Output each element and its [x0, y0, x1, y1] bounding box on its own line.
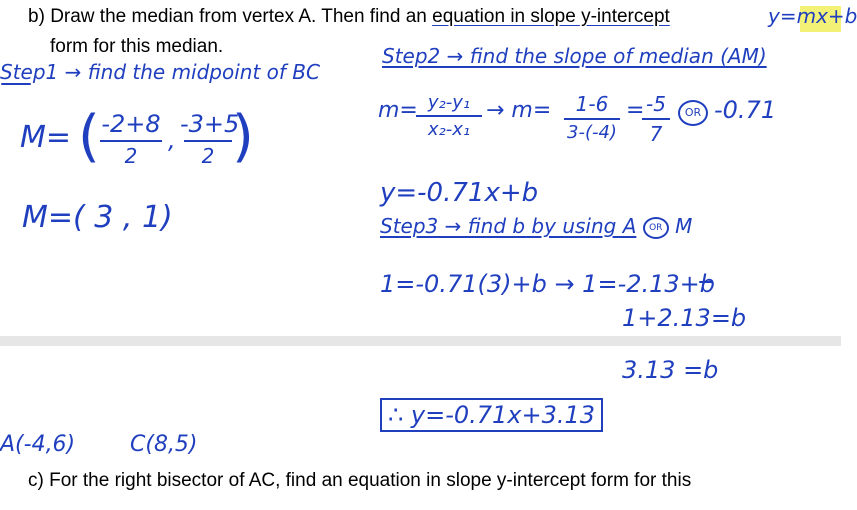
step2-slope-work: [378, 92, 798, 172]
slope-formula-den: x₂-x₁: [427, 119, 471, 140]
slope-formula-fraction: [414, 92, 484, 140]
step2-heading: Step2 → find the slope of median (AM): [382, 44, 767, 68]
question-b-text: Draw the median from vertex A. Then find an: [50, 6, 433, 27]
x-fraction: [96, 110, 166, 168]
equation-template: y=-0.71x+b: [380, 178, 539, 208]
slope-simp-bar: [642, 118, 670, 120]
slope-prefix: m=: [378, 98, 418, 123]
open-paren: (: [78, 104, 100, 169]
close-paren: ): [232, 104, 254, 169]
slope-sub-fraction: [562, 92, 622, 143]
step1-result: M=( 3 , 1): [22, 200, 173, 235]
question-b-label: b): [28, 6, 45, 27]
slope-sub-den: 3-(-4): [567, 122, 617, 143]
step3-tail: M: [675, 214, 693, 238]
question-c-line: c) For the right bisector of AC, find an equation in slope y-intercept form for this: [28, 470, 692, 491]
point-a: A(-4,6): [0, 432, 76, 457]
slope-sub-bar: [564, 118, 620, 120]
step3-line2: 1+2.13=b: [622, 304, 747, 332]
point-c: C(8,5): [130, 432, 198, 457]
page-separator: [0, 336, 841, 346]
y-fraction-bar: [184, 140, 232, 142]
y-denominator: 2: [201, 144, 215, 168]
step1-heading: Step1 → find the midpoint of BC: [0, 60, 320, 84]
x-numerator: -2+8: [101, 110, 161, 138]
slope-arrow: → m=: [486, 98, 552, 123]
slope-sub-num: 1-6: [575, 92, 609, 116]
slope-or-circle: OR: [678, 100, 708, 126]
step3-or-circle: OR: [643, 217, 669, 239]
annotation-form: y=mx+b: [768, 4, 857, 28]
step1-midpoint-formula: [20, 104, 254, 188]
slope-formula-bar: [416, 115, 482, 117]
step3-line3: 3.13 =b: [622, 356, 719, 384]
comma: ,: [168, 126, 176, 154]
slope-equals: =: [626, 98, 645, 123]
x-fraction-bar: [100, 140, 162, 142]
y-fraction: [180, 110, 240, 168]
slope-simplified-fraction: [640, 92, 672, 146]
slope-simp-num: -5: [646, 92, 666, 116]
step1-m-prefix: M=: [20, 120, 72, 155]
question-b-line1: [28, 6, 670, 28]
question-b-line2: form for this median.: [50, 36, 224, 57]
step3-line1: 1=-0.71(3)+b → 1=-2.13+b: [380, 270, 716, 298]
final-answer-box: ∴ y=-0.71x+3.13: [380, 398, 603, 432]
slope-approx: -0.71: [714, 96, 777, 124]
slope-simp-den: 7: [649, 122, 663, 146]
step3-heading: Step3 → find b by using A: [380, 214, 637, 238]
x-denominator: 2: [124, 144, 138, 168]
slope-formula-num: y₂-y₁: [427, 92, 471, 113]
question-b-underlined: equation in slope y-intercept: [432, 6, 670, 27]
y-numerator: -3+5: [180, 110, 240, 138]
step3-heading-row: [380, 214, 692, 239]
